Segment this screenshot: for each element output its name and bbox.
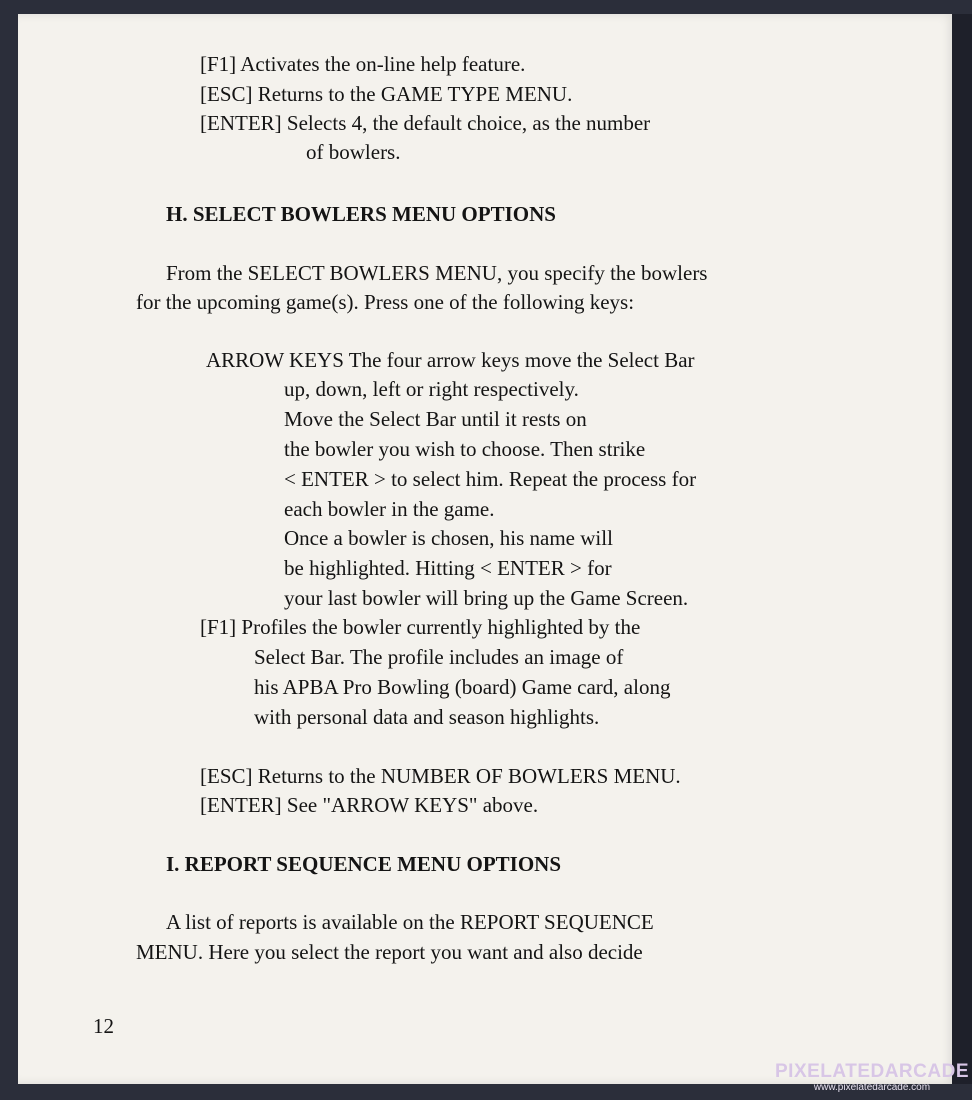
arrow-keys-line: ARROW KEYS The four arrow keys move the Select Bar <box>206 348 695 372</box>
arrow-keys-line: your last bowler will bring up the Game Screen. <box>284 586 689 610</box>
arrow-keys-line: < ENTER > to select him. Repeat the process for <box>284 467 697 491</box>
f1-profile-line: his APBA Pro Bowling (board) Game card, along <box>254 675 671 699</box>
enter-key-line: [ENTER] See "ARROW KEYS" above. <box>200 793 539 817</box>
f1-profile-line: Select Bar. The profile includes an image of <box>254 645 624 669</box>
arrow-keys-line: Once a bowler is chosen, his name will <box>284 526 613 550</box>
f1-key-line: [F1] Activates the on-line help feature. <box>200 52 526 76</box>
arrow-keys-line: each bowler in the game. <box>284 497 495 521</box>
enter-key-line: [ENTER] Selects 4, the default choice, as the number <box>200 111 651 135</box>
page-number: 12 <box>93 1014 114 1038</box>
esc-key-line: [ESC] Returns to the NUMBER OF BOWLERS MENU. <box>200 764 681 788</box>
enter-key-line-cont: of bowlers. <box>306 140 401 164</box>
watermark-brand: PIXELATEDARCADE <box>775 1061 969 1082</box>
f1-profile-line: with personal data and season highlights. <box>254 705 600 729</box>
esc-key-line: [ESC] Returns to the GAME TYPE MENU. <box>200 82 573 106</box>
page-edge-shadow <box>952 14 972 1084</box>
section-h-intro: From the SELECT BOWLERS MENU, you specify the bowlers <box>166 261 708 285</box>
arrow-keys-line: Move the Select Bar until it rests on <box>284 407 587 431</box>
watermark <box>772 1062 972 1094</box>
arrow-keys-line: be highlighted. Hitting < ENTER > for <box>284 556 612 580</box>
section-i-intro-cont: MENU. Here you select the report you want and also decide <box>136 940 643 964</box>
section-h-intro-cont: for the upcoming game(s). Press one of the following keys: <box>136 290 635 314</box>
arrow-keys-line: up, down, left or right respectively. <box>284 377 579 401</box>
arrow-keys-line: the bowler you wish to choose. Then strike <box>284 437 646 461</box>
section-i-intro: A list of reports is available on the REPORT SEQUENCE <box>166 910 654 934</box>
section-i-heading: I. REPORT SEQUENCE MENU OPTIONS <box>166 852 562 876</box>
f1-profile-line: [F1] Profiles the bowler currently highlighted by the <box>200 615 641 639</box>
section-h-heading: H. SELECT BOWLERS MENU OPTIONS <box>166 202 556 226</box>
watermark-url: www.pixelatedarcade.com <box>813 1082 931 1093</box>
manual-page <box>18 14 958 1084</box>
